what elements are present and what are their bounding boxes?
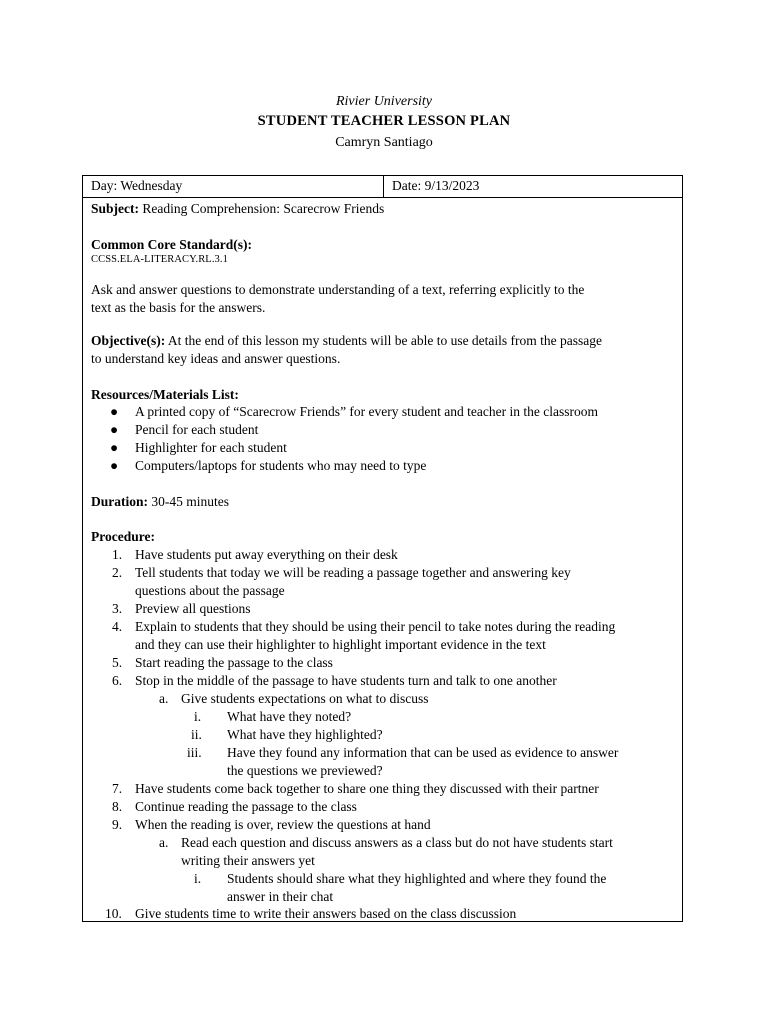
date-cell [383,175,683,198]
procedure-subsubstep-marker: ii. [191,727,202,742]
resources-heading [91,386,239,404]
procedure-label: Procedure: [91,529,155,544]
procedure-step: Give students time to write their answers based on the class discussion [135,906,517,921]
procedure-marker: 5. [112,655,123,670]
procedure-substep: Read each question and discuss answers as a class but do not have students start [181,835,613,850]
procedure-step-continued: questions about the passage [135,583,285,598]
resource-item: Pencil for each student [135,422,259,437]
procedure-substep: Give students expectations on what to discuss [181,691,429,706]
resource-bullet: ● [110,422,119,437]
procedure-marker: 7. [112,781,123,796]
procedure-step: Start reading the passage to the class [135,655,333,670]
procedure-step-continued: and they can use their highlighter to highlight important evidence in the text [135,637,546,652]
duration-value: 30-45 minutes [148,494,229,509]
standards-text-line-1: Ask and answer questions to demonstrate understanding of a text, referring explicitly to the [91,282,585,297]
resource-item: Computers/laptops for students who may need to type [135,458,427,473]
date-text: Date: 9/13/2023 [392,178,480,193]
procedure-subsubstep: Have they found any information that can be used as evidence to answer [227,745,619,760]
procedure-subsubstep: What have they highlighted? [227,727,383,742]
resource-bullet: ● [110,404,119,419]
subject-line [91,200,384,218]
procedure-marker: 3. [112,601,123,616]
procedure-marker: 8. [112,799,123,814]
procedure-subsubstep-marker: iii. [187,745,202,760]
day-text: Day: Wednesday [91,178,183,193]
procedure-subsubstep-marker: i. [194,871,202,886]
procedure-marker: 9. [112,817,123,832]
procedure-substep-marker: a. [159,835,169,850]
resource-bullet: ● [110,458,119,473]
objective-label: Objective(s): [91,333,166,348]
objective-line-2: to understand key ideas and answer questions. [91,351,341,366]
subject-value: Reading Comprehension: Scarecrow Friends [139,201,385,216]
procedure-step: Stop in the middle of the passage to have students turn and talk to one another [135,673,557,688]
standards-text-line-2: text as the basis for the answers. [91,300,266,315]
procedure-marker: 1. [112,547,123,562]
procedure-subsubstep: What have they noted? [227,709,352,724]
procedure-subsubstep-continued: answer in their chat [227,889,334,904]
resource-bullet: ● [110,440,119,455]
document-title: STUDENT TEACHER LESSON PLAN [257,113,511,129]
procedure-step: Preview all questions [135,601,251,616]
procedure-step: Continue reading the passage to the class [135,799,357,814]
procedure-step: Have students put away everything on their desk [135,547,398,562]
procedure-step: Explain to students that they should be using their pencil to take notes during the reading [135,619,616,634]
procedure-subsubstep: Students should share what they highlighted and where they found the [227,871,607,886]
procedure-step: Have students come back together to share one thing they discussed with their partner [135,781,599,796]
procedure-marker: 2. [112,565,123,580]
procedure-substep-marker: a. [159,691,169,706]
duration-line [91,493,229,511]
resources-label: Resources/Materials List: [91,387,239,402]
objective-line-1 [91,332,602,350]
subject-label: Subject: [91,201,139,216]
objective-value: At the end of this lesson my students will be able to use details from the passage [165,333,603,348]
procedure-marker: 6. [112,673,123,688]
resource-item: Highlighter for each student [135,440,287,455]
procedure-subsubstep-marker: i. [194,709,202,724]
procedure-step: Tell students that today we will be reading a passage together and answering key [135,565,571,580]
procedure-marker: 4. [112,619,123,634]
resource-item: A printed copy of “Scarecrow Friends” for every student and teacher in the classroom [135,404,598,419]
duration-label: Duration: [91,494,148,509]
university-name: Rivier University [335,94,433,109]
lesson-content-cell [82,197,683,922]
day-cell [82,175,384,198]
procedure-subsubstep-continued: the questions we previewed? [227,763,383,778]
procedure-marker: 10. [105,906,122,921]
procedure-step: When the reading is over, review the questions at hand [135,817,431,832]
standards-label: Common Core Standard(s): [91,237,252,252]
procedure-heading [91,528,155,546]
student-name: Camryn Santiago [335,135,433,150]
standards-code: CCSS.ELA-LITERACY.RL.3.1 [91,254,228,265]
procedure-substep-continued: writing their answers yet [181,853,315,868]
